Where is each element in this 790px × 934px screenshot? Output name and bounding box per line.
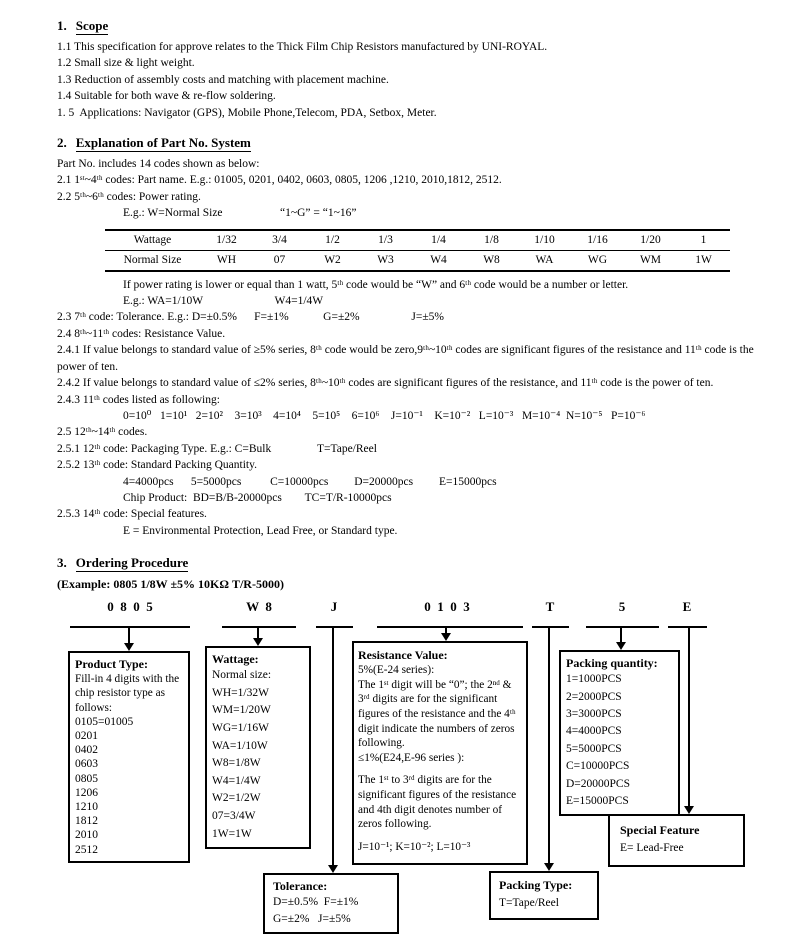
connector-line bbox=[445, 626, 447, 633]
resistance-value-box bbox=[352, 641, 528, 865]
table-cell: W3 bbox=[377, 254, 394, 267]
box-text: W4=1/4W bbox=[212, 774, 261, 787]
table-cell: W2 bbox=[324, 254, 341, 267]
table-cell: WM bbox=[639, 254, 662, 267]
text-line: 1.1 This specification for approve relates to the Thick Film Chip Resistors manufactured by UNI-ROYAL. bbox=[57, 41, 548, 53]
text-line: 2.5.3 14ᵗʰ code: Special features. bbox=[57, 508, 207, 521]
box-text: 0603 bbox=[75, 758, 98, 771]
text-line: 2.5 12ᵗʰ~14ᵗʰ codes. bbox=[57, 426, 148, 439]
section-heading-scope bbox=[57, 18, 780, 34]
table-cell: Wattage bbox=[105, 230, 200, 251]
box-title: Wattage: bbox=[212, 652, 259, 667]
box-text: The 1ˢᵗ digit will be “0”; the 2ⁿᵈ & 3ʳᵈ digits are for the significant figures of the resistance and the 4ᵗʰ digit indicate the numbers of zeros following. bbox=[358, 678, 516, 750]
text-line: 2.4.3 11ᵗʰ codes listed as following: bbox=[57, 393, 220, 406]
text-line: 4=4000pcs 5=5000pcs C=10000pcs D=20000pcs E=15000pcs bbox=[123, 475, 497, 488]
box-text: E=15000PCS bbox=[566, 795, 629, 807]
box-text: 4=4000PCS bbox=[566, 725, 622, 738]
table-cell: WH bbox=[216, 254, 237, 267]
box-text: D=±0.5% F=±1% bbox=[273, 896, 359, 909]
text-line: 1. 5 Applications: Navigator (GPS), Mobile Phone,Telecom, PDA, Setbox, Meter. bbox=[57, 106, 437, 119]
box-text: D=20000PCS bbox=[566, 777, 631, 790]
product-type-box bbox=[68, 651, 190, 863]
table-row bbox=[105, 250, 730, 271]
box-text: 2010 bbox=[75, 829, 98, 842]
tolerance-box bbox=[263, 873, 399, 934]
table-cell: 1/20 bbox=[624, 230, 677, 251]
section-title: Scope bbox=[75, 18, 109, 33]
box-text: WG=1/16W bbox=[212, 721, 269, 734]
box-text: ≤1%(E24,E-96 series ): bbox=[358, 751, 465, 764]
table-cell: 1/3 bbox=[359, 230, 412, 251]
text-line: E.g.: WA=1/10W W4=1/4W bbox=[123, 295, 324, 308]
table-cell: W8 bbox=[483, 254, 500, 267]
box-text: 1206 bbox=[75, 786, 98, 799]
table-cell: 1/32 bbox=[200, 230, 253, 251]
arrow-down-icon bbox=[684, 806, 694, 814]
section-heading-partno bbox=[57, 135, 780, 151]
box-title: Special Feature bbox=[620, 823, 700, 838]
table-cell: W4 bbox=[430, 254, 447, 267]
table-row bbox=[105, 230, 730, 251]
text-line: 1.3 Reduction of assembly costs and matching with placement machine. bbox=[57, 73, 389, 86]
connector-bar bbox=[532, 626, 569, 628]
text-line: 2.1 1ˢᵗ~4ᵗʰ codes: Part name. E.g.: 01005, 0201, 0402, 0603, 0805, 1206 ,1210, 2010,1812, 2512. bbox=[57, 174, 502, 187]
box-text: 5=5000PCS bbox=[566, 742, 622, 755]
special-feature-box bbox=[608, 814, 745, 867]
table-cell: 07 bbox=[273, 254, 286, 267]
code-packing-type: T bbox=[545, 599, 555, 615]
box-text: WM=1/20W bbox=[212, 704, 271, 717]
box-text: T=Tape/Reel bbox=[499, 897, 559, 910]
box-text: 0805 bbox=[75, 772, 98, 785]
box-text: E= Lead-Free bbox=[620, 842, 684, 855]
box-text: J=10⁻¹; K=10⁻²; L=10⁻³ bbox=[358, 840, 471, 853]
box-text: W2=1/2W bbox=[212, 792, 261, 805]
box-text: 0402 bbox=[75, 744, 98, 757]
connector-line bbox=[688, 626, 690, 806]
wattage-code-table bbox=[105, 229, 730, 272]
section-number: 1. bbox=[57, 18, 67, 33]
text-line: 2.4 8ᵗʰ~11ᵗʰ codes: Resistance Value. bbox=[57, 327, 226, 340]
connector-line bbox=[548, 626, 550, 863]
text-line: 0=10⁰ 1=10¹ 2=10² 3=10³ 4=10⁴ 5=10⁵ 6=10⁶ J=10⁻¹ K=10⁻² L=10⁻³ M=10⁻⁴ N=10⁻⁵ P=10⁻⁶ bbox=[123, 409, 646, 422]
packing-type-box bbox=[489, 871, 599, 920]
box-text: 5%(E-24 series): bbox=[358, 664, 435, 677]
table-cell: 1 bbox=[677, 230, 730, 251]
text-line: 2.5.2 13ᵗʰ code: Standard Packing Quantity. bbox=[57, 459, 257, 472]
arrow-down-icon bbox=[253, 638, 263, 646]
connector-bar bbox=[316, 626, 353, 628]
connector-bar bbox=[222, 626, 296, 628]
table-cell: 1W bbox=[695, 254, 712, 267]
ordering-example: (Example: 0805 1/8W ±5% 10KΩ T/R-5000) bbox=[57, 577, 284, 592]
box-text: 1=1000PCS bbox=[566, 673, 622, 686]
table-cell: 1/2 bbox=[306, 230, 359, 251]
table-cell: Normal Size bbox=[123, 254, 182, 267]
arrow-down-icon bbox=[441, 633, 451, 641]
box-text: 1812 bbox=[75, 815, 98, 828]
box-text: 2=2000PCS bbox=[566, 690, 622, 703]
text-line: 2.4.1 If value belongs to standard value of ≥5% series, 8ᵗʰ code would be zero,9ᵗʰ~10ᵗʰ codes are significant figures of the resistance and 11ᵗʰ code is the power of ten. bbox=[57, 344, 757, 373]
table-cell: WA bbox=[535, 254, 554, 267]
code-tolerance: J bbox=[330, 599, 338, 615]
section-number: 3. bbox=[57, 555, 67, 571]
section-number: 2. bbox=[57, 135, 67, 151]
box-text: 3=3000PCS bbox=[566, 707, 622, 720]
text-line: 2.4.2 If value belongs to standard value of ≤2% series, 8ᵗʰ~10ᵗʰ codes are significant figures of the resistance, and 11ᵗʰ code is the power of ten. bbox=[57, 377, 714, 390]
code-product-type: 0 8 0 5 bbox=[107, 599, 153, 615]
connector-line bbox=[620, 626, 622, 642]
section-title: Ordering Procedure bbox=[75, 555, 189, 571]
table-cell: 1/8 bbox=[465, 230, 518, 251]
text-line: Part No. includes 14 codes shown as below: bbox=[57, 158, 260, 171]
connector-bar bbox=[586, 626, 659, 628]
code-wattage: W 8 bbox=[246, 599, 272, 615]
arrow-down-icon bbox=[124, 643, 134, 651]
connector-line bbox=[128, 626, 130, 643]
box-text: WA=1/10W bbox=[212, 739, 268, 752]
text-line: 2.5.1 12ᵗʰ code: Packaging Type. E.g.: C=Bulk T=Tape/Reel bbox=[57, 442, 377, 455]
text-line: If power rating is lower or equal than 1 watt, 5ᵗʰ code would be “W” and 6ᵗʰ code would be a number or letter. bbox=[123, 278, 629, 291]
text-line: 2.2 5ᵗʰ~6ᵗʰ codes: Power rating. bbox=[57, 190, 201, 203]
box-text: G=±2% J=±5% bbox=[273, 913, 351, 926]
box-text: 07=3/4W bbox=[212, 809, 256, 822]
code-special-feature: E bbox=[682, 599, 692, 615]
section-title: Explanation of Part No. System bbox=[75, 135, 251, 151]
box-title: Tolerance: bbox=[273, 879, 328, 894]
box-text: 0105=01005 bbox=[75, 715, 134, 728]
ordering-procedure-diagram bbox=[0, 593, 790, 934]
text-line: 1.2 Small size & light weight. bbox=[57, 57, 195, 70]
section-heading-ordering bbox=[57, 555, 780, 571]
text-line: 1.4 Suitable for both wave & re-flow soldering. bbox=[57, 90, 276, 103]
code-resistance: 0 1 0 3 bbox=[424, 599, 470, 615]
box-text: C=10000PCS bbox=[566, 760, 630, 773]
box-title: Packing Type: bbox=[499, 878, 573, 893]
box-title: Packing quantity: bbox=[566, 656, 658, 671]
connector-bar bbox=[70, 626, 190, 628]
connector-line bbox=[257, 626, 259, 638]
text-line: E = Environmental Protection, Lead Free, or Standard type. bbox=[123, 524, 398, 537]
box-title: Resistance Value: bbox=[358, 648, 448, 663]
box-text: W8=1/8W bbox=[212, 757, 261, 770]
arrow-down-icon bbox=[616, 642, 626, 650]
box-text: 1210 bbox=[75, 800, 98, 813]
packing-quantity-box bbox=[559, 650, 680, 816]
table-cell: 1/16 bbox=[571, 230, 624, 251]
code-packing-quantity: 5 bbox=[618, 599, 626, 615]
arrow-down-icon bbox=[544, 863, 554, 871]
table-cell: 1/4 bbox=[412, 230, 465, 251]
box-text: 2512 bbox=[75, 843, 98, 856]
box-title: Product Type: bbox=[75, 657, 149, 672]
connector-line bbox=[332, 626, 334, 865]
box-text: Fill-in 4 digits with the chip resistor type as follows: bbox=[75, 673, 180, 714]
connector-bar bbox=[377, 626, 523, 628]
box-text: 0201 bbox=[75, 729, 98, 742]
table-cell: 3/4 bbox=[253, 230, 306, 251]
box-text: The 1ˢᵗ to 3ʳᵈ digits are for the significant figures of the resistance and 4th digit denotes number of zeros following. bbox=[358, 774, 517, 831]
box-text: WH=1/32W bbox=[212, 686, 269, 699]
box-text: Normal size: bbox=[212, 669, 272, 682]
table-cell: 1/10 bbox=[518, 230, 571, 251]
text-line: 2.3 7ᵗʰ code: Tolerance. E.g.: D=±0.5% F=±1% G=±2% J=±5% bbox=[57, 311, 444, 324]
text-line: E.g.: W=Normal Size “1~G” = “1~16” bbox=[123, 207, 357, 220]
table-cell: WG bbox=[587, 254, 608, 267]
arrow-down-icon bbox=[328, 865, 338, 873]
wattage-box bbox=[205, 646, 311, 849]
box-text: 1W=1W bbox=[212, 827, 252, 840]
text-line: Chip Product: BD=B/B-20000pcs TC=T/R-10000pcs bbox=[123, 491, 392, 504]
